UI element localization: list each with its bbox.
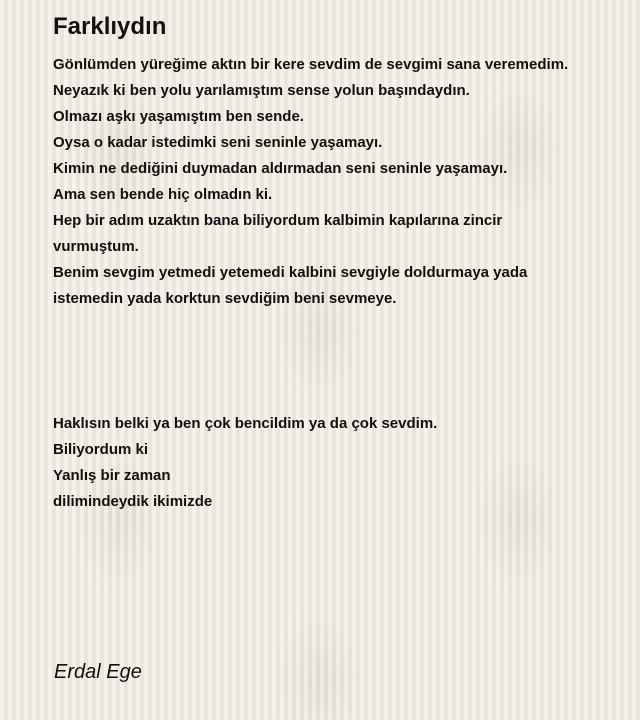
poem-title: Farklıydın [53, 13, 167, 40]
poem-line: Benim sevgim yetmedi yetemedi kalbini sevgiyle doldurmaya yada [53, 264, 528, 281]
poem-line: Oysa o kadar istedimki seni seninle yaşamayı. [53, 134, 383, 151]
poem-line: Ama sen bende hiç olmadın ki. [53, 186, 273, 203]
poem-line: Neyazık ki ben yolu yarılamıştım sense yolun başındaydın. [53, 82, 470, 99]
poem-line: vurmuştum. [53, 238, 139, 255]
poem-line: Yanlış bir zaman [53, 467, 171, 484]
poem-line: Olmazı aşkı yaşamıştım ben sende. [53, 108, 304, 125]
poem-line: istemedin yada korktun sevdiğim beni sevmeye. [53, 290, 397, 307]
poem-line: dilimindeydik ikimizde [53, 493, 213, 510]
poem-line: Biliyordum ki [53, 441, 149, 458]
stanza-1 [53, 52, 623, 312]
stanza-2 [53, 411, 623, 515]
poem-line: Hep bir adım uzaktın bana biliyordum kalbimin kapılarına zincir [53, 212, 503, 229]
poem-line: Kimin ne dediğini duymadan aldırmadan seni seninle yaşamayı. [53, 160, 508, 177]
poem-line: Haklısın belki ya ben çok bencildim ya da çok sevdim. [53, 415, 438, 432]
poem-author: Erdal Ege [54, 661, 142, 683]
poem-line: Gönlümden yüreğime aktın bir kere sevdim de sevgimi sana veremedim. [53, 56, 569, 73]
